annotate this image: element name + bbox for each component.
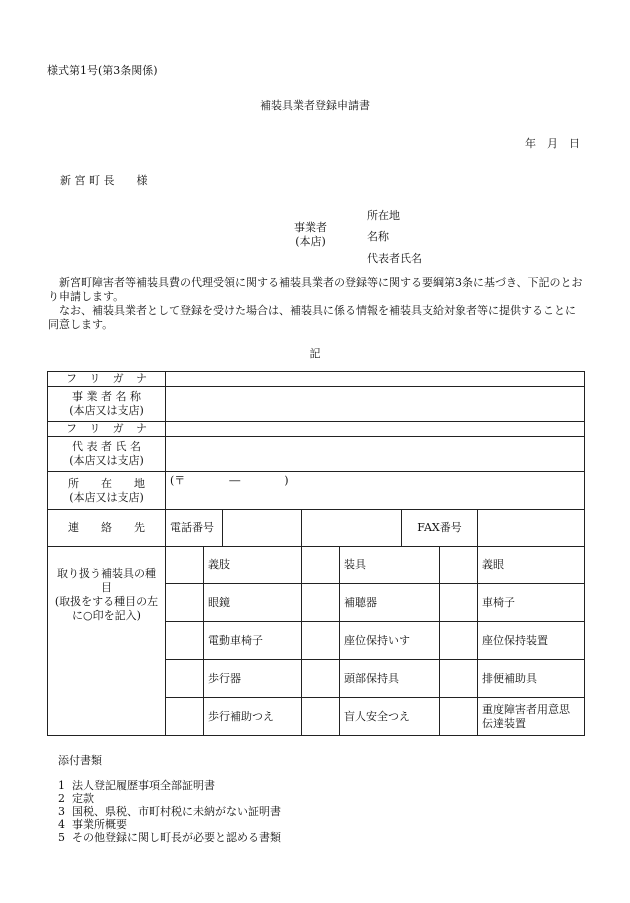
device-item: 車椅子 <box>478 584 585 622</box>
mark-cell[interactable] <box>440 584 478 622</box>
device-item: 頭部保持具 <box>340 660 440 698</box>
mark-cell[interactable] <box>166 622 204 660</box>
furigana-label: フ リ ガ ナ <box>48 372 166 387</box>
phone-input[interactable] <box>223 510 301 546</box>
device-item: 電動車椅子 <box>204 622 302 660</box>
body-paragraph-2: なお、補装具業者として登録を受けた場合は、補装具に係る情報を補装具支給対象者等に提供することに同意します。 <box>48 304 576 331</box>
form-number: 様式第1号(第3条関係) <box>47 64 158 77</box>
registration-table <box>47 371 585 736</box>
rep-name-input[interactable] <box>166 437 585 472</box>
mark-cell[interactable] <box>302 660 340 698</box>
ki-heading: 記 <box>309 347 321 360</box>
device-item: 補聴器 <box>340 584 440 622</box>
attachment-text: その他登録に関し町長が必要と認める書類 <box>72 831 281 844</box>
attachment-text: 事業所概要 <box>72 818 127 831</box>
business-name-input[interactable] <box>166 387 585 422</box>
phone-cell <box>166 510 302 547</box>
address-label-char-1: 所 <box>68 476 79 490</box>
addressee: 新 宮 町 長 様 <box>60 174 148 187</box>
attachments-title: 添付書類 <box>58 754 102 767</box>
attachment-number: 2 <box>58 792 65 805</box>
device-item: 義肢 <box>204 547 302 584</box>
device-types-label-sub: (取扱をする種目の左に○印を記入) <box>54 595 159 622</box>
device-item: 眼鏡 <box>204 584 302 622</box>
address-label-sub: (本店又は支店) <box>69 490 144 504</box>
attachment-text: 国税、県税、市町村税に未納がない証明書 <box>72 805 281 818</box>
device-item: 座位保持いす <box>340 622 440 660</box>
applicant-label-line1: 事業者 <box>294 221 327 234</box>
mark-cell[interactable] <box>166 698 204 736</box>
mark-cell[interactable] <box>302 547 340 584</box>
device-item: 座位保持装置 <box>478 622 585 660</box>
mark-cell[interactable] <box>302 622 340 660</box>
address-label-char-2: 在 <box>101 476 112 490</box>
attachment-number: 5 <box>58 831 65 844</box>
list-item <box>58 779 281 792</box>
device-item: 排便補助具 <box>478 660 585 698</box>
phone-label: 電話番号 <box>166 510 223 546</box>
list-item <box>58 818 281 831</box>
mark-cell[interactable] <box>440 547 478 584</box>
contact-label <box>48 510 166 547</box>
address-label <box>48 472 166 510</box>
business-furigana-input[interactable] <box>166 372 585 387</box>
fax-label: FAX番号 <box>402 510 478 547</box>
device-item: 盲人安全つえ <box>340 698 440 736</box>
address-label-char-3: 地 <box>134 476 145 490</box>
attachment-number: 3 <box>58 805 65 818</box>
device-item: 義眼 <box>478 547 585 584</box>
business-name-label-sub: (本店又は支店) <box>69 404 144 417</box>
applicant-rep-label: 代表者氏名 <box>367 252 422 265</box>
mark-cell[interactable] <box>166 547 204 584</box>
rep-name-label-text: 代 表 者 氏 名 <box>72 440 141 453</box>
attachments-list <box>58 779 281 844</box>
body-text <box>48 276 583 332</box>
attachment-number: 4 <box>58 818 65 831</box>
list-item <box>58 831 281 844</box>
list-item <box>58 792 281 805</box>
furigana-label-2: フ リ ガ ナ <box>48 422 166 437</box>
device-types-label-text: 取り扱う補装具の種目 <box>57 567 156 594</box>
applicant-address-label: 所在地 <box>367 209 400 222</box>
mark-cell[interactable] <box>302 698 340 736</box>
mark-cell[interactable] <box>166 584 204 622</box>
phone-input-extended[interactable] <box>302 510 402 547</box>
body-paragraph-1: 新宮町障害者等補装具費の代理受領に関する補装具業者の登録等に関する要綱第3条に基づき、下記のとおり申請します。 <box>48 276 583 303</box>
address-input[interactable] <box>166 472 585 510</box>
list-item <box>58 805 281 818</box>
contact-label-char-1: 連 <box>68 521 79 534</box>
rep-name-label <box>48 437 166 472</box>
device-item: 歩行補助つえ <box>204 698 302 736</box>
device-item: 重度障害者用意思伝達装置 <box>478 698 585 736</box>
mark-cell[interactable] <box>440 622 478 660</box>
date-field: 年 月 日 <box>525 137 580 150</box>
rep-name-label-sub: (本店又は支店) <box>69 454 144 467</box>
fax-input[interactable] <box>478 510 585 547</box>
applicant-label-line2: (本店) <box>295 235 326 248</box>
mark-cell[interactable] <box>440 660 478 698</box>
postal-code-field: (〒 ― ) <box>170 474 289 487</box>
rep-furigana-input[interactable] <box>166 422 585 437</box>
document-title: 補装具業者登録申請書 <box>260 99 370 112</box>
applicant-name-label: 名称 <box>367 230 389 243</box>
contact-label-char-3: 先 <box>134 521 145 534</box>
mark-cell[interactable] <box>302 584 340 622</box>
mark-cell[interactable] <box>440 698 478 736</box>
device-item: 歩行器 <box>204 660 302 698</box>
device-types-label <box>48 547 166 736</box>
attachment-number: 1 <box>58 779 65 792</box>
attachment-text: 法人登記履歴事項全部証明書 <box>72 779 215 792</box>
attachment-text: 定款 <box>72 792 94 805</box>
mark-cell[interactable] <box>166 660 204 698</box>
business-name-label-text: 事 業 者 名 称 <box>72 390 141 403</box>
applicant-label <box>294 221 327 249</box>
contact-label-char-2: 絡 <box>101 521 112 534</box>
business-name-label <box>48 387 166 422</box>
device-item: 装具 <box>340 547 440 584</box>
